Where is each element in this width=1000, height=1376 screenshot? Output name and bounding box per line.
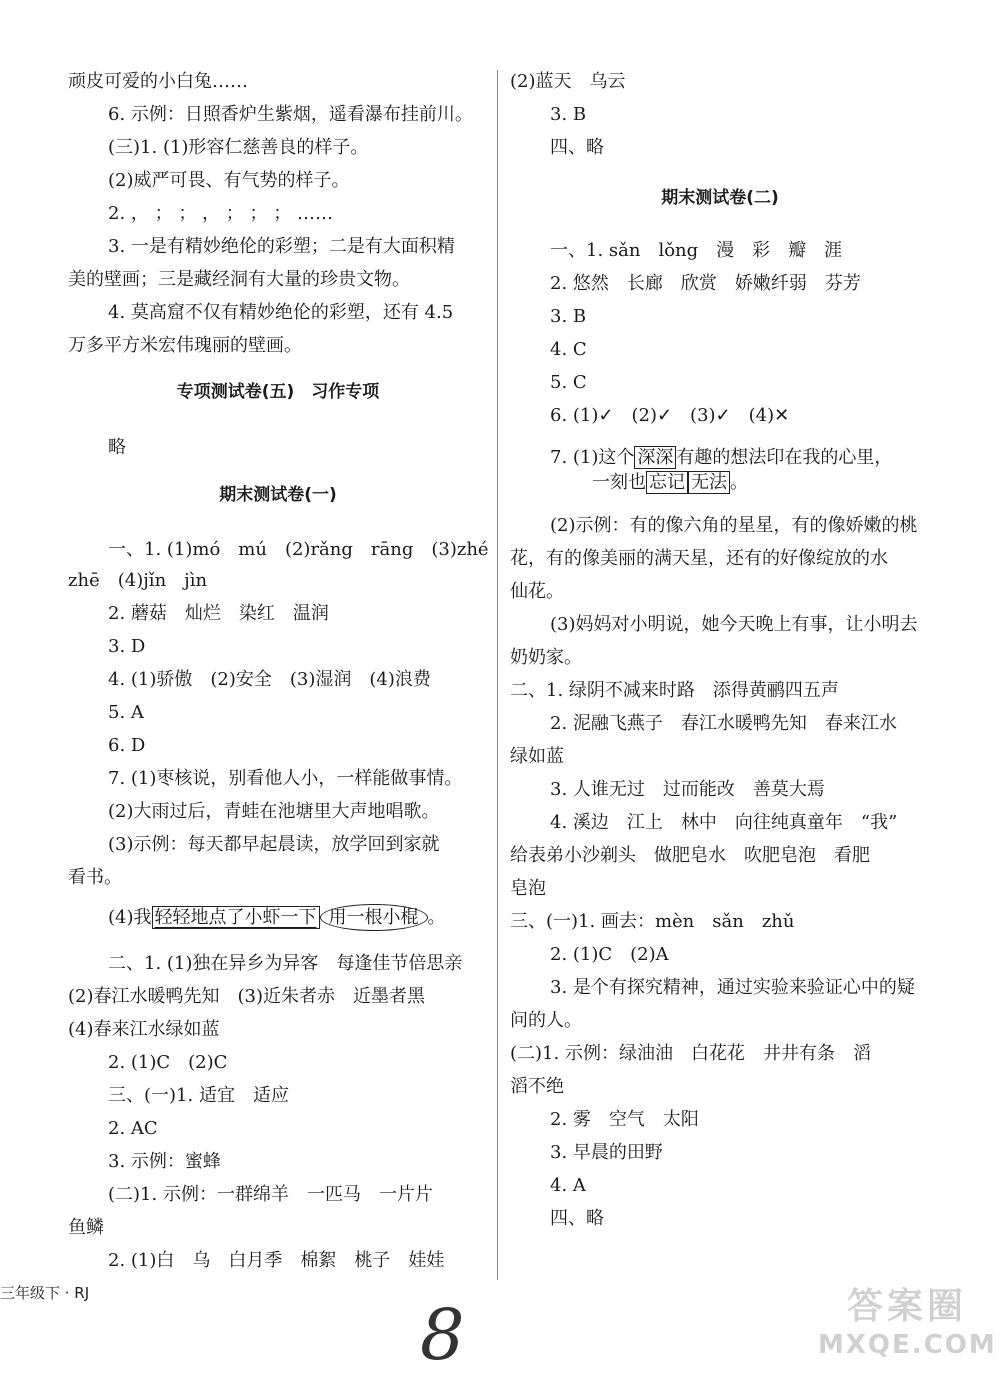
text-line: 四、略 — [550, 137, 604, 158]
text-line: 二、1. 绿阴不减来时路 添得黄鹂四五声 — [510, 680, 839, 701]
text-line: 略 — [108, 437, 126, 458]
text-line: 4. C — [550, 339, 587, 360]
text-line: (3)妈妈对小明说，她今天晚上有事，让小明去 — [550, 614, 918, 635]
text-line: 问的人。 — [510, 1010, 582, 1031]
text-line: 3. 人谁无过 过而能改 善莫大焉 — [550, 779, 825, 800]
text-line: 滔不绝 — [510, 1076, 564, 1097]
watermark-top: 答案圈 — [846, 1286, 967, 1327]
text-line: 3. 一是有精妙绝伦的彩塑；二是有大面积精 — [108, 236, 455, 257]
edit-mark-line — [510, 446, 892, 470]
boxed-word: 深深 — [634, 446, 676, 469]
text-line: 鱼鳞 — [68, 1217, 104, 1238]
text-line: 3. 示例：蜜蜂 — [108, 1151, 221, 1172]
text-line: 奶奶家。 — [510, 647, 582, 668]
edit-suffix-2: 。 — [730, 472, 748, 493]
edit-mark-line — [68, 906, 446, 930]
text-line: (2)蓝天 乌云 — [510, 71, 626, 92]
text-line: 3. B — [550, 306, 587, 327]
text-line: 2. AC — [108, 1118, 158, 1139]
text-line: 2. ， ； ； ， ； ； ； …… — [108, 203, 333, 224]
edit-mark-line-2 — [510, 471, 748, 495]
text-line: 3. B — [550, 104, 587, 125]
section-heading-final-1: 期末测试卷(一) — [219, 485, 337, 505]
text-line: 绿如蓝 — [510, 746, 564, 767]
edit-suffix: 印在我的心里， — [766, 447, 893, 468]
page-number: 8 — [420, 1294, 465, 1376]
text-line: 4. (1)骄傲 (2)安全 (3)湿润 (4)浪费 — [108, 669, 431, 690]
text-line: 4. 溪边 江上 林中 向往纯真童年 “我” — [550, 812, 898, 833]
text-line: 5. C — [550, 372, 587, 393]
text-line: 一、1. sǎn lǒng 漫 彩 瓣 涯 — [550, 240, 843, 261]
text-line: 3. D — [108, 636, 146, 657]
text-line: 2. (1)C (2)A — [550, 944, 669, 965]
text-line: 7. (1)枣核说，别看他人小，一样能做事情。 — [108, 768, 463, 789]
text-line: 3. 是个有探究精神，通过实验来验证心中的疑 — [550, 977, 915, 998]
text-line: 看书。 — [68, 867, 122, 888]
text-line: 一、1. (1)mó mú (2)rǎng rāng (3)zhé — [108, 539, 489, 560]
text-line: 2. 雾 空气 太阳 — [550, 1109, 699, 1130]
text-line: (二)1. 示例：绿油油 白花花 井井有条 滔 — [510, 1043, 871, 1064]
text-line: 5. A — [108, 702, 144, 723]
text-line: (4)春来江水绿如蓝 — [68, 1019, 220, 1040]
text-line: 万多平方米宏伟瑰丽的壁画。 — [68, 335, 302, 356]
boxed-word: 忘记 — [646, 471, 688, 494]
text-line: (2)春江水暖鸭先知 (3)近朱者赤 近墨者黑 — [68, 986, 425, 1007]
text-line: 6. 示例：日照香炉生紫烟，遥看瀑布挂前川。 — [108, 104, 473, 125]
text-line: 给表弟小沙剃头 做肥皂水 吹肥皂泡 看肥 — [510, 845, 870, 866]
text-line: 2. 悠然 长廊 欣赏 娇嫩纤弱 芬芳 — [550, 273, 861, 294]
circled-phrase: 用一根小棍 — [320, 904, 428, 931]
text-line: 四、略 — [550, 1208, 604, 1229]
text-line: 4. 莫高窟不仅有精妙绝伦的彩塑，还有 4.5 — [108, 302, 454, 323]
text-line: 6. (1)✓ (2)✓ (3)✓ (4)✕ — [550, 405, 790, 426]
column-divider — [497, 70, 498, 1280]
text-line: (二)1. 示例：一群绵羊 一匹马 一片片 — [108, 1184, 433, 1205]
text-line: 三、(一)1. 画去：mèn sǎn zhǔ — [510, 911, 795, 932]
edit-prefix: 7. (1)这个 — [550, 447, 635, 468]
edit-middle: 有趣的想法 — [676, 447, 767, 468]
text-line: (三)1. (1)形容仁慈善良的样子。 — [108, 137, 369, 158]
text-line: 4. A — [550, 1175, 586, 1196]
text-line: 花，有的像美丽的满天星，还有的好像绽放的水 — [510, 548, 888, 569]
boxed-phrase: 轻轻地点了小虾一下 — [152, 906, 320, 929]
watermark-logo — [818, 1285, 996, 1369]
section-heading-special: 专项测试卷(五) 习作专项 — [176, 382, 380, 402]
text-line: 3. 早晨的田野 — [550, 1142, 663, 1163]
boxed-word: 无法 — [688, 471, 730, 494]
text-line: 仙花。 — [510, 581, 564, 602]
edit-suffix: 。 — [427, 907, 446, 928]
text-line: 皂泡 — [510, 878, 546, 899]
section-heading-final-2: 期末测试卷(二) — [661, 188, 779, 208]
text-line: 2. (1)白 乌 白月季 棉絮 桃子 娃娃 — [108, 1250, 445, 1271]
text-line: 2. (1)C (2)C — [108, 1052, 228, 1073]
watermark-bottom: MXQE.COM — [818, 1330, 997, 1360]
text-line: 三、(一)1. 适宜 适应 — [108, 1085, 289, 1106]
text-line: 美的壁画；三是藏经洞有大量的珍贵文物。 — [68, 269, 410, 290]
text-line: (2)大雨过后，青蛙在池塘里大声地唱歌。 — [108, 801, 440, 822]
text-line: 顽皮可爱的小白兔…… — [68, 71, 248, 92]
edit-prefix-2: 一刻也 — [592, 472, 646, 493]
text-line: (2)示例：有的像六角的星星，有的像娇嫩的桃 — [550, 515, 918, 536]
grade-footer: 三年级下 · RJ — [0, 1284, 90, 1302]
text-line: 2. 蘑菇 灿烂 染红 温润 — [108, 603, 329, 624]
text-line: (2)威严可畏、有气势的样子。 — [108, 170, 350, 191]
edit-prefix: (4)我 — [108, 907, 152, 928]
text-line: 二、1. (1)独在异乡为异客 每逢佳节倍思亲 — [108, 953, 463, 974]
text-line: 2. 泥融飞燕子 春江水暖鸭先知 春来江水 — [550, 713, 897, 734]
text-line: zhē (4)jǐn jìn — [68, 570, 208, 591]
text-line: (3)示例：每天都早起晨读，放学回到家就 — [108, 834, 440, 855]
text-line: 6. D — [108, 735, 146, 756]
